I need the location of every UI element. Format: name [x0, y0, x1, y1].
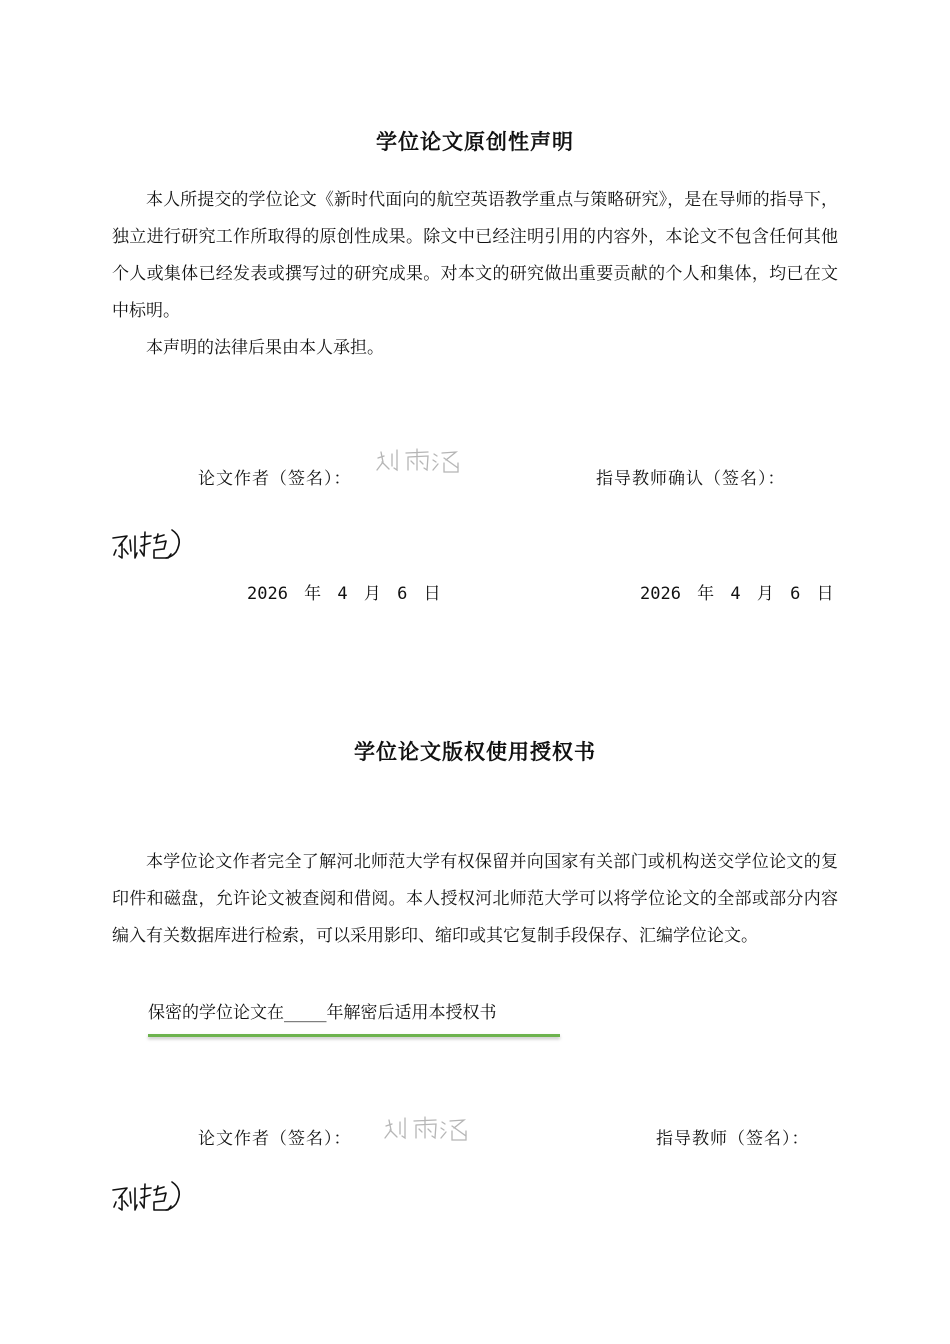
declaration-author-date: 2026 年 4 月 6 日 — [247, 584, 441, 604]
declaration-author-signature — [372, 448, 468, 478]
authorization-title: 学位论文版权使用授权书 — [354, 740, 596, 764]
declaration-body — [112, 182, 838, 367]
declaration-advisor-label: 指导教师确认（签名）： — [596, 469, 786, 489]
authorization-advisor-label: 指导教师（签名）： — [656, 1129, 810, 1149]
secret-clause: 保密的学位论文在_____年解密后适用本授权书 — [148, 1003, 497, 1023]
declaration-title: 学位论文原创性声明 — [376, 130, 574, 154]
declaration-paragraph-1: 本人所提交的学位论文《新时代面向的航空英语教学重点与策略研究》，是在导师的指导下，独立进行研究工作所取得的原创性成果。除文中已经注明引用的内容外，本论文不包含任何其他个人或集体已经发表或撰写过的研究成果。对本文的研究做出重要贡献的个人和集体，均已在文中标明。 — [112, 190, 838, 321]
authorization-author-label: 论文作者（签名）： — [198, 1129, 352, 1149]
declaration-advisor-signature — [110, 524, 186, 564]
authorization-advisor-signature — [110, 1176, 186, 1216]
declaration-paragraph-2: 本声明的法律后果由本人承担。 — [146, 338, 384, 358]
authorization-author-signature — [380, 1116, 476, 1146]
authorization-body — [112, 844, 838, 955]
declaration-author-label: 论文作者（签名）： — [198, 469, 352, 489]
authorization-paragraph-1: 本学位论文作者完全了解河北师范大学有权保留并向国家有关部门或机构送交学位论文的复印件和磁盘，允许论文被查阅和借阅。本人授权河北师范大学可以将学位论文的全部或部分内容编入有关数据库进行检索，可以采用影印、缩印或其它复制手段保存、汇编学位论文。 — [112, 852, 838, 946]
declaration-advisor-date: 2026 年 4 月 6 日 — [640, 584, 834, 604]
highlight-underline — [148, 1034, 560, 1037]
